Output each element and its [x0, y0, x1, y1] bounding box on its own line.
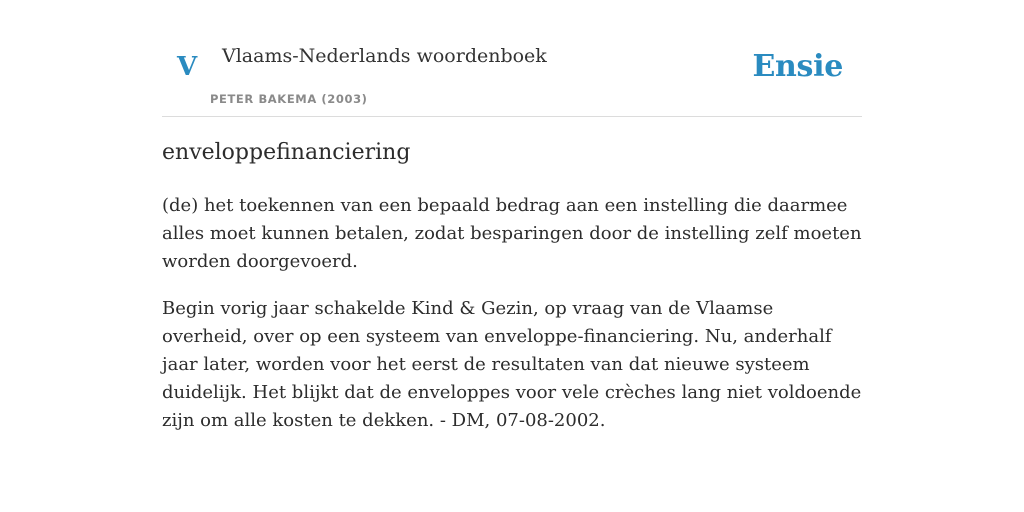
dictionary-logo[interactable]: V [177, 52, 198, 82]
dictionary-card [162, 0, 862, 512]
dictionary-header [162, 0, 862, 117]
dictionary-title[interactable]: Vlaams-Nederlands woordenboek [222, 45, 547, 67]
definition-text: (de) het toekennen van een bepaald bedrag aan een instelling die daarmee alles moet kunnen betalen, zodat besparingen door de instelling zelf moeten worden doorgevoerd. [162, 195, 862, 272]
ensie-logo[interactable]: Ensie [752, 49, 843, 84]
headword: enveloppefinanciering [162, 140, 411, 165]
example-text: Begin vorig jaar schakelde Kind & Gezin, op vraag van de Vlaamse overheid, over op een systeem van enveloppe-financiering. Nu, anderhalf jaar later, worden voor het eerst de resultaten van dat nieuwe systeem duidelijk. Het blijkt dat de enveloppes voor vele crèches lang niet voldoende zijn om alle kosten te dekken. - DM, 07-08-2002. [162, 298, 862, 431]
dictionary-author: PETER BAKEMA (2003) [210, 92, 368, 106]
